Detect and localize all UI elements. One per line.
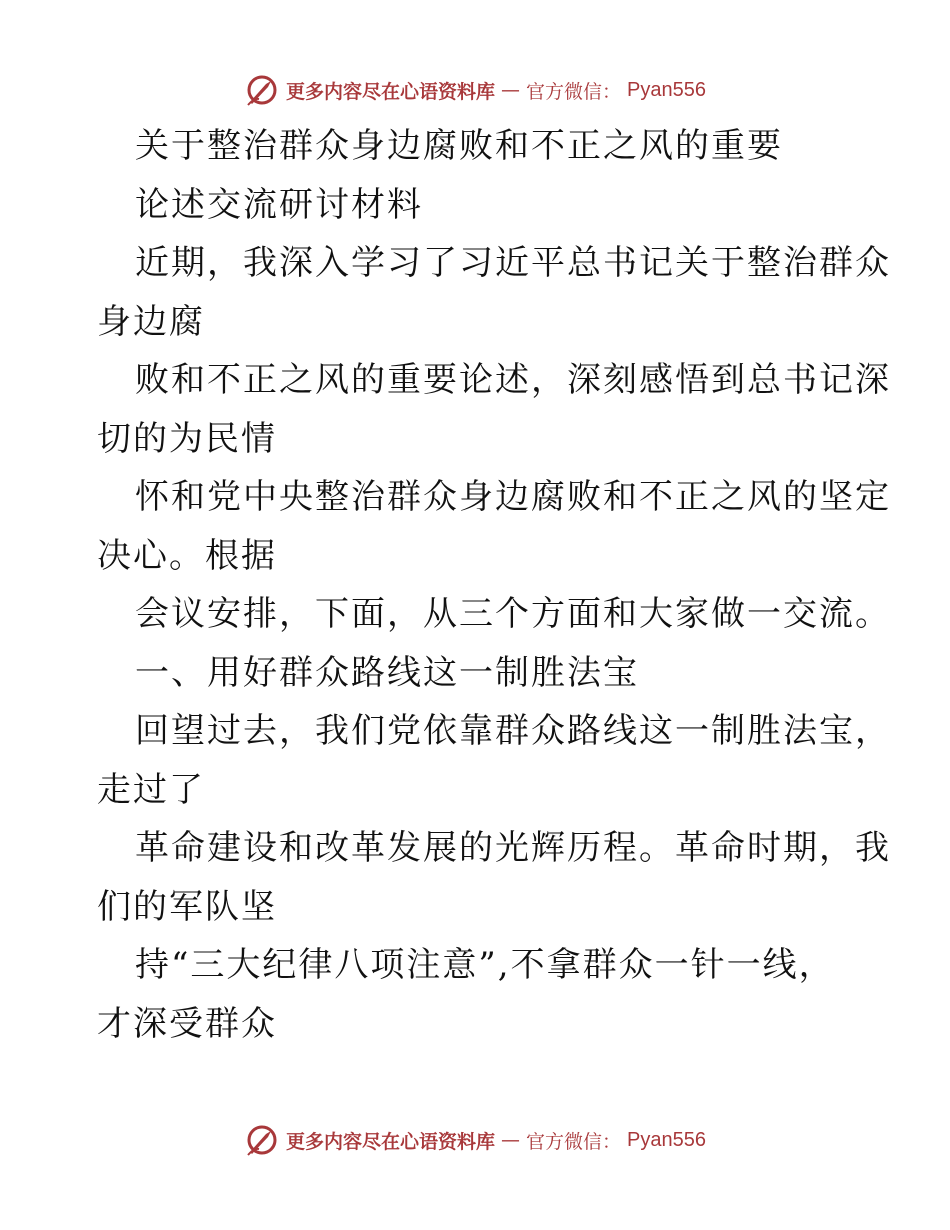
banner-separator: — <box>501 79 521 101</box>
paragraph-line: 败和不正之风的重要论述，深刻感悟到总书记深 <box>135 360 891 400</box>
banner-wechat-label: 官方微信： <box>526 80 622 103</box>
section-heading: 一、用好群众路线这一制胜法宝 <box>135 652 639 693</box>
paragraph-line: 走过了 <box>97 769 205 810</box>
banner-wechat-id: Pyan556 <box>627 1128 706 1151</box>
paragraph-line: 才深受群众 <box>97 1003 277 1044</box>
footer-banner <box>0 1120 950 1160</box>
paragraph-line: 回望过去，我们党依靠群众路线这一制胜法宝， <box>135 711 891 751</box>
paragraph-line: 切的为民情 <box>97 418 277 459</box>
paragraph-line: 革命建设和改革发展的光辉历程。革命时期，我 <box>135 828 891 868</box>
banner-brand-text: 更多内容尽在心语资料库 <box>286 1130 496 1153</box>
paragraph-line: 决心。根据 <box>97 535 277 576</box>
banner-brand-text: 更多内容尽在心语资料库 <box>286 80 496 103</box>
document-title-line-1: 关于整治群众身边腐败和不正之风的重要 <box>135 126 783 166</box>
paragraph-line: 近期，我深入学习了习近平总书记关于整治群众 <box>135 243 891 283</box>
header-banner <box>0 70 950 110</box>
banner-wechat-id: Pyan556 <box>627 78 706 101</box>
paragraph-line: 持“三大纪律八项注意”,不拿群众一针一线， <box>135 945 835 985</box>
banner-wechat-label: 官方微信： <box>526 1130 622 1153</box>
paragraph-line: 会议安排，下面，从三个方面和大家做一交流。 <box>135 594 891 634</box>
pen-in-circle-icon <box>244 1122 280 1158</box>
paragraph-line: 身边腐 <box>97 301 205 342</box>
paragraph-line: 怀和党中央整治群众身边腐败和不正之风的坚定 <box>135 477 891 517</box>
pen-in-circle-icon <box>244 72 280 108</box>
banner-separator: — <box>501 1129 521 1151</box>
document-title-line-2: 论述交流研讨材料 <box>135 184 423 225</box>
paragraph-line: 们的军队坚 <box>97 886 277 927</box>
document-body <box>97 117 891 1053</box>
